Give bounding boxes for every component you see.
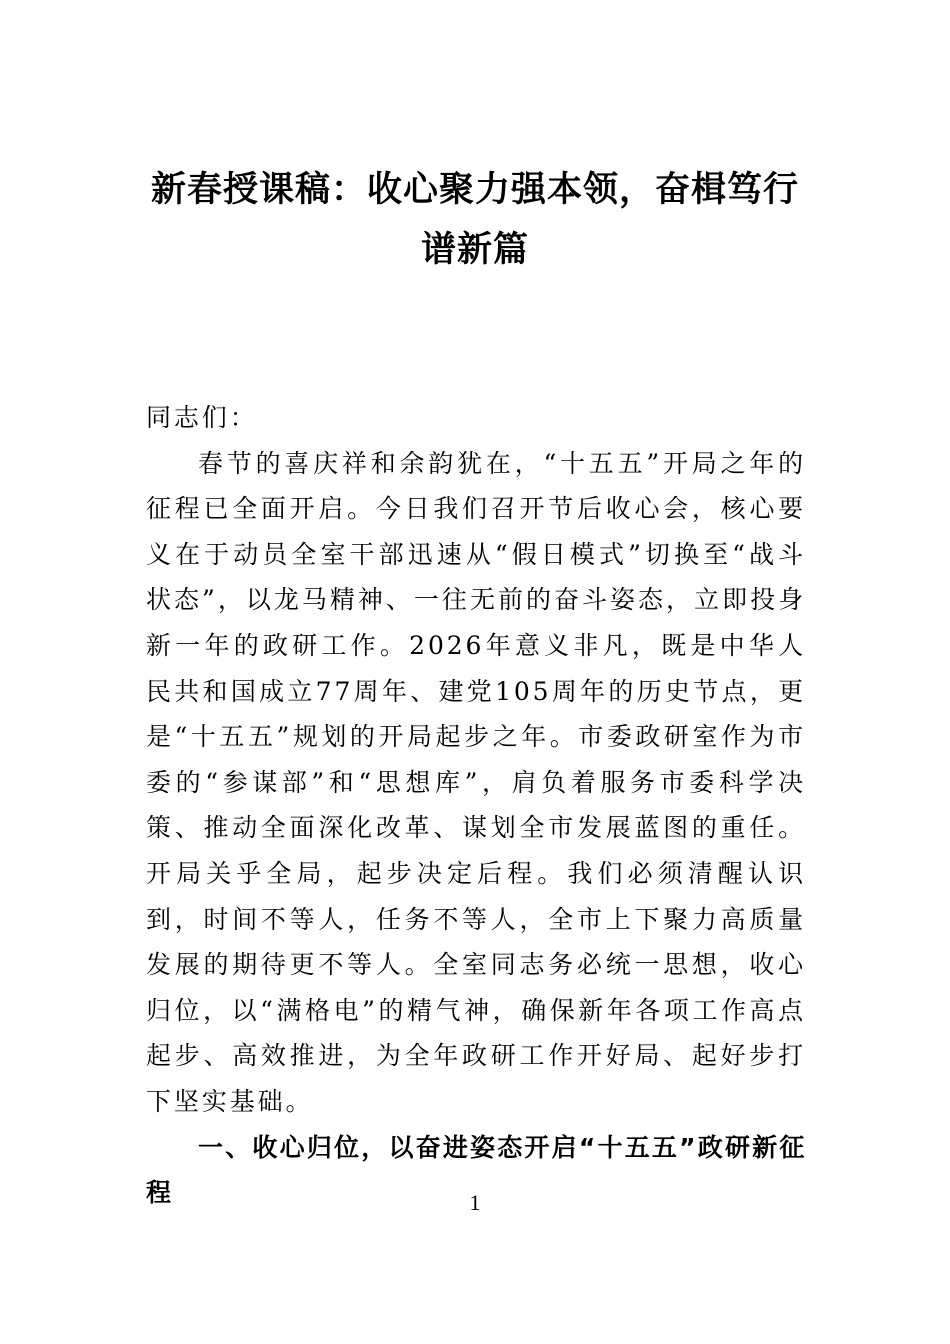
- title-line-1: 新春授课稿：收心聚力强本领，奋楫笃行: [150, 169, 799, 210]
- body-paragraph: 春节的喜庆祥和余韵犹在，“十五五”开局之年的征程已全面开启。今日我们召开节后收心会，核心要义在于动员全室干部迅速从“假日模式”切换至“战斗状态”，以龙马精神、一往无前的奋斗姿态，立即投身新一年的政研工作。2026年意义非凡，既是中华人民共和国成立77周年、建党105周年的历史节点，更是“十五五”规划的开局起步之年。市委政研室作为市委的“参谋部”和“思想库”，肩负着服务市委科学决策、推动全面深化改革、谋划全市发展蓝图的重任。开局关乎全局，起步决定后程。我们必须清醒认识到，时间不等人，任务不等人，全市上下聚力高质量发展的期待更不等人。全室同志务必统一思想，收心归位，以“满格电”的精气神，确保新年各项工作高点起步、高效推进，为全年政研工作开好局、起好步打下坚实基础。: [146, 448, 806, 1116]
- page-number: 1: [469, 1190, 481, 1215]
- document-title: [140, 160, 810, 280]
- section-heading: 一、收心归位，以奋进姿态开启“十五五”政研新征程: [146, 1132, 806, 1208]
- document-body: [146, 395, 806, 1216]
- salutation: 同志们：: [146, 403, 258, 432]
- title-line-2: 谱新篇: [420, 229, 529, 270]
